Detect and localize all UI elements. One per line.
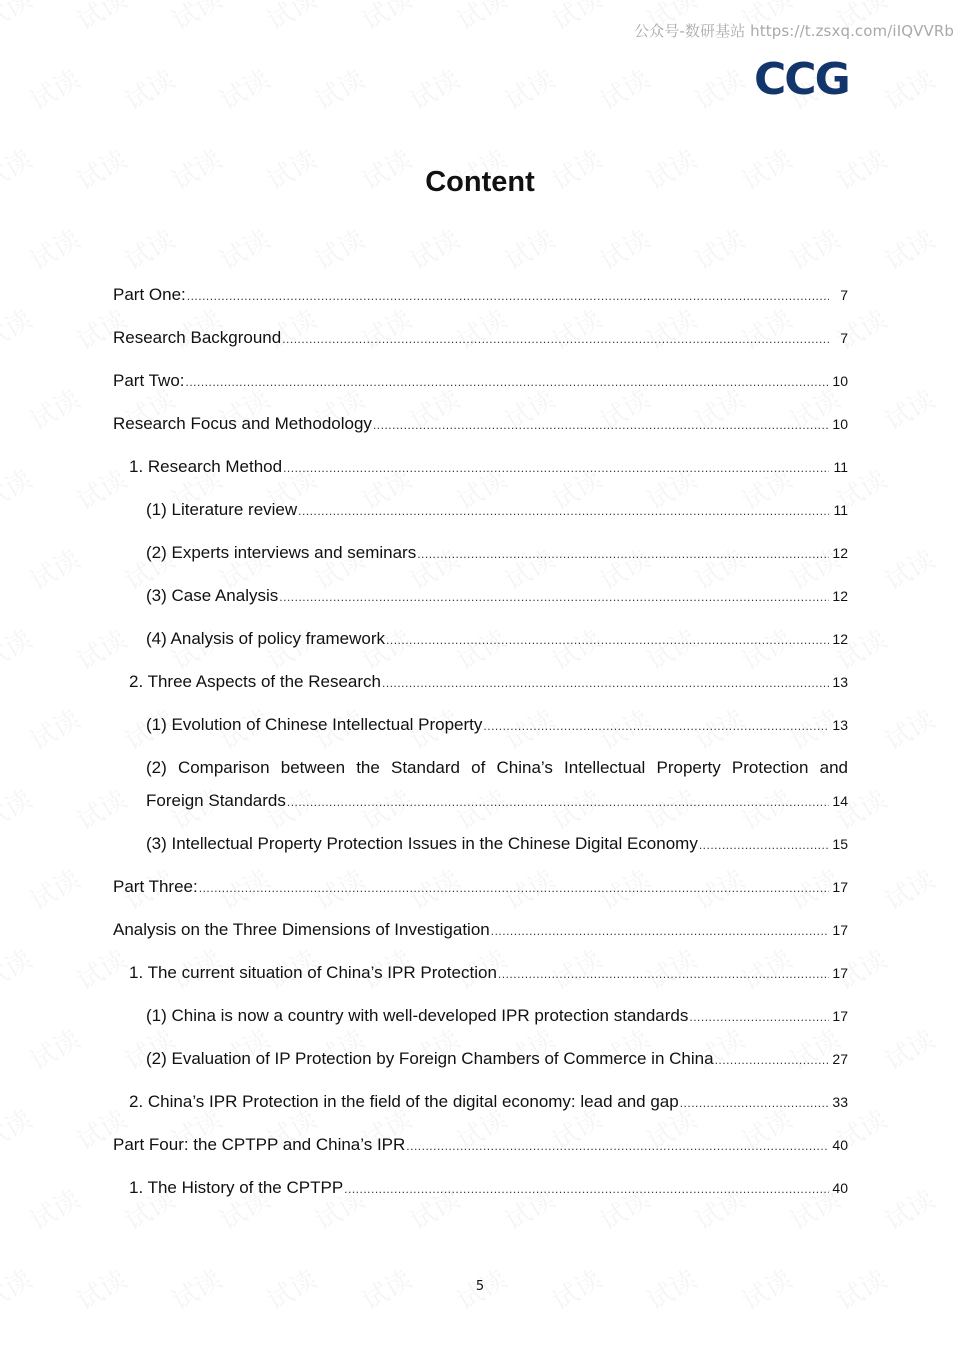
toc-entry[interactable] [113,876,848,899]
toc-leader [287,791,829,813]
trial-watermark [354,0,418,38]
page-number: 5 [475,1279,485,1294]
trial-watermark [0,1099,38,1157]
toc-label: Research Focus and Methodology [113,414,372,433]
toc-leader [386,629,829,651]
trial-watermark [687,219,751,277]
toc-entry[interactable] [146,585,848,608]
toc-leader [199,877,829,899]
trial-watermark [877,379,941,437]
toc-entry[interactable] [129,456,848,479]
toc-leader [483,715,829,737]
toc-label: 2. Three Aspects of the Research [129,672,381,691]
toc-entry[interactable] [113,370,848,393]
toc-leader [283,457,829,479]
toc-label: Part Four: the CPTPP and China’s IPR [113,1135,406,1154]
toc-entry[interactable] [146,499,848,522]
trial-watermark [259,0,323,38]
trial-watermark [877,699,941,757]
toc-label: (2) Evaluation of IP Protection by Foreign Chambers of Commerce in China [146,1049,714,1068]
trial-watermark [69,779,133,837]
trial-watermark [782,219,846,277]
toc-page: 11 [833,459,848,475]
trial-watermark [22,1019,86,1077]
trial-watermark [0,619,38,677]
toc-page: 11 [833,502,848,518]
trial-watermark [307,59,371,117]
trial-watermark [497,59,561,117]
toc-entry[interactable] [146,628,848,651]
trial-watermark [212,59,276,117]
trial-watermark [592,59,656,117]
toc-entry[interactable] [113,327,848,350]
toc-leader [498,963,829,985]
toc-page: 12 [832,588,848,604]
toc-leader [491,920,829,942]
toc-leader [680,1092,829,1114]
trial-watermark [69,459,133,517]
trial-watermark [22,219,86,277]
toc-entry[interactable] [146,1048,848,1071]
toc-label: 2. China’s IPR Protection in the field of the digital economy: lead and gap [129,1092,679,1111]
toc-entry-wrapped-line[interactable]: (2) Comparison between the Standard of China’s Intellectual Property Protection and [146,758,848,777]
trial-watermark [544,0,608,38]
toc-page: 17 [832,1008,848,1024]
toc-label: (1) Literature review [146,500,298,519]
toc-leader [689,1006,829,1028]
toc-entry[interactable] [113,1134,848,1157]
toc-entry[interactable] [129,1091,848,1114]
toc-leader [373,414,829,436]
trial-watermark [402,59,466,117]
trial-watermark [0,459,38,517]
trial-watermark [22,699,86,757]
toc-page: 15 [832,836,848,852]
toc-label: (3) Intellectual Property Protection Issues in the Chinese Digital Economy [146,834,698,853]
trial-watermark [877,1179,941,1237]
trial-watermark [22,539,86,597]
trial-watermark [402,219,466,277]
toc-page: 14 [832,793,848,809]
trial-watermark [0,0,38,38]
toc-entry[interactable] [146,833,848,856]
trial-watermark [164,0,228,38]
toc-entry[interactable] [113,284,848,307]
trial-watermark [0,779,38,837]
trial-watermark [22,379,86,437]
trial-watermark [69,0,133,38]
toc-leader [699,834,829,856]
toc-leader [282,328,829,350]
trial-watermark [877,1019,941,1077]
toc-leader [186,371,830,393]
toc-page: 13 [832,717,848,733]
toc-entry[interactable] [129,962,848,985]
toc-leader [187,285,829,307]
toc-page: 10 [832,416,848,432]
toc-page: 27 [832,1051,848,1067]
toc-page: 12 [832,631,848,647]
trial-watermark [687,59,751,117]
trial-watermark [307,219,371,277]
toc-leader [715,1049,829,1071]
toc-page: 10 [832,373,848,389]
page-title: Content [425,166,535,198]
toc-label: Part Two: [113,371,185,390]
toc-label: (4) Analysis of policy framework [146,629,386,648]
toc-label: 1. The current situation of China’s IPR Protection [129,963,497,982]
toc-leader [279,586,829,608]
toc-label: (1) Evolution of Chinese Intellectual Property [146,715,483,734]
trial-watermark [69,939,133,997]
toc-page: 40 [832,1180,848,1196]
trial-watermark [0,299,38,357]
trial-watermark [22,59,86,117]
trial-watermark [449,0,513,38]
trial-watermark [22,1179,86,1237]
toc-label: Analysis on the Three Dimensions of Investigation [113,920,490,939]
source-watermark: 公众号-数研基站 https://t.zsxq.com/iIQVVRb [634,22,954,40]
trial-watermark [877,539,941,597]
toc-page: 17 [832,922,848,938]
toc-leader [298,500,829,522]
toc-label: 1. The History of the CPTPP [129,1178,344,1197]
toc-entry[interactable] [113,919,848,942]
toc-label: 1. Research Method [129,457,283,476]
toc-entry[interactable] [146,790,848,813]
toc-page: 40 [832,1137,848,1153]
toc-label: (2) Experts interviews and seminars [146,543,417,562]
ccg-logo: CCG [754,54,849,105]
toc-page: 7 [840,330,848,346]
toc-leader [344,1178,829,1200]
trial-watermark [212,219,276,277]
toc-entry[interactable] [146,542,848,565]
toc-page: 7 [840,287,848,303]
toc-label: Part Three: [113,877,198,896]
toc-label: (3) Case Analysis [146,586,279,605]
toc-leader [382,672,829,694]
toc-label: Foreign Standards [146,791,286,810]
toc-leader [406,1135,829,1157]
toc-page: 17 [832,965,848,981]
trial-watermark [877,219,941,277]
toc-entry[interactable] [129,1177,848,1200]
trial-watermark [117,59,181,117]
toc-page: 33 [832,1094,848,1110]
trial-watermark [877,59,941,117]
trial-watermark [22,859,86,917]
trial-watermark [117,219,181,277]
toc-entry[interactable] [113,413,848,436]
toc-leader [417,543,829,565]
toc-entry[interactable] [129,671,848,694]
trial-watermark [592,219,656,277]
toc-page: 13 [832,674,848,690]
toc-entry[interactable] [146,1005,848,1028]
trial-watermark [877,859,941,917]
toc-page: 17 [832,879,848,895]
toc-label: (1) China is now a country with well-developed IPR protection standards [146,1006,689,1025]
toc-entry[interactable] [146,714,848,737]
toc-label: Research Background [113,328,282,347]
toc-page: 12 [832,545,848,561]
toc-label: Part One: [113,285,186,304]
trial-watermark [69,619,133,677]
trial-watermark [497,219,561,277]
trial-watermark [0,939,38,997]
